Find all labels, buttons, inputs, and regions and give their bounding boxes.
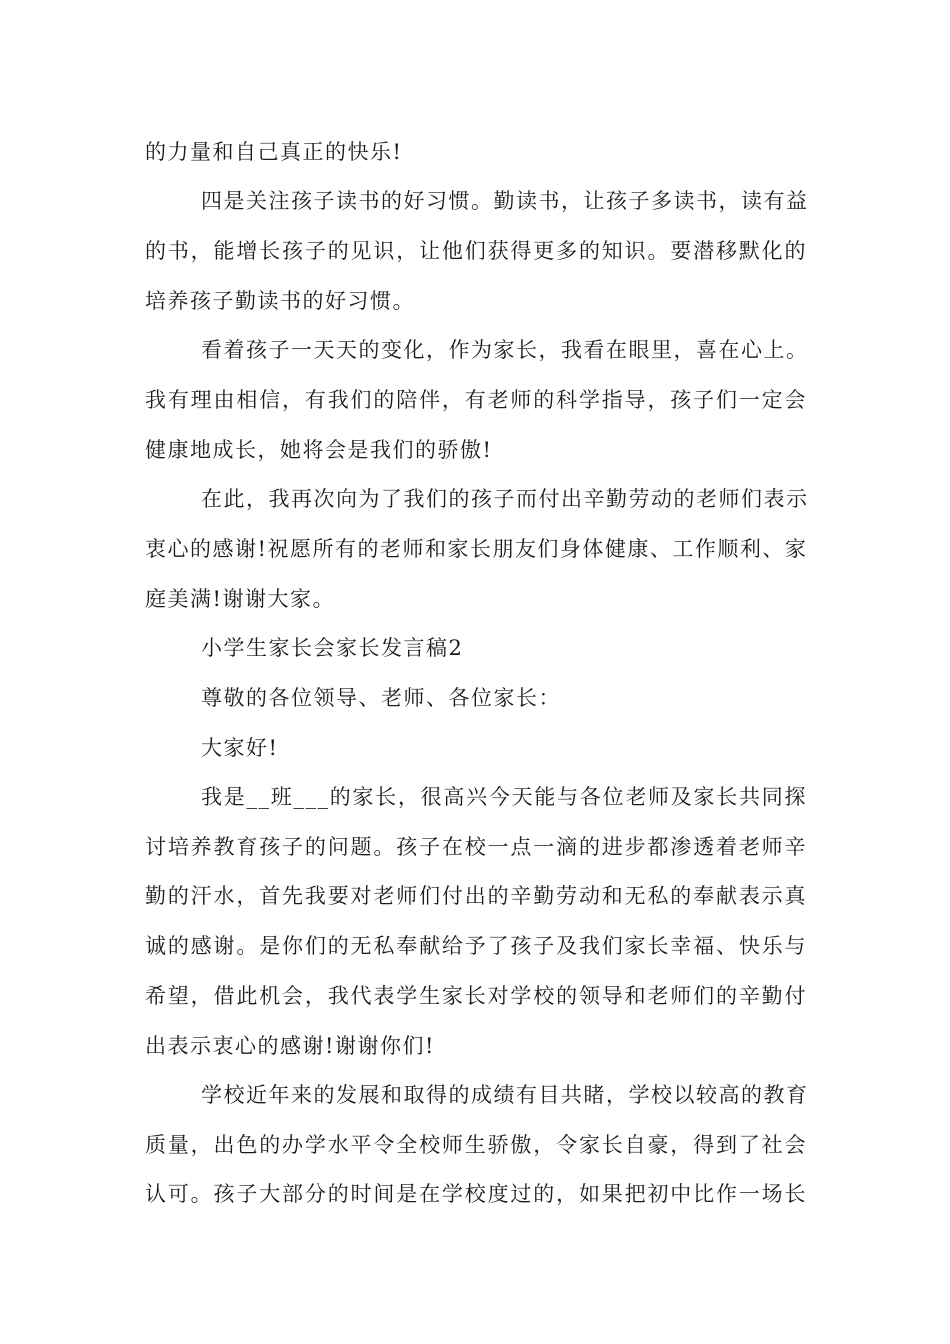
section-heading: 小学生家长会家长发言稿2 xyxy=(201,636,464,660)
text-line: 质量，出色的办学水平令全校师生骄傲，令家长自豪，得到了社会 xyxy=(145,1133,807,1157)
greeting: 大家好! xyxy=(201,736,279,760)
salutation: 尊敬的各位领导、老师、各位家长： xyxy=(201,686,561,710)
text-line: 诚的感谢。是你们的无私奉献给予了孩子及我们家长幸福、快乐与 xyxy=(145,934,807,958)
text-line: 培养孩子勤读书的好习惯。 xyxy=(145,289,415,313)
text-line: 我是__班___的家长，很高兴今天能与各位老师及家长共同探 xyxy=(201,785,807,809)
text-line: 衷心的感谢!祝愿所有的老师和家长朋友们身体健康、工作顺利、家 xyxy=(145,537,808,561)
text-line: 学校近年来的发展和取得的成绩有目共睹，学校以较高的教育 xyxy=(201,1083,809,1107)
text-line: 的力量和自己真正的快乐! xyxy=(145,140,403,164)
text-line: 在此，我再次向为了我们的孩子而付出辛勤劳动的老师们表示 xyxy=(201,487,809,511)
text-line: 希望，借此机会，我代表学生家长对学校的领导和老师们的辛勤付 xyxy=(145,984,807,1008)
text-line: 我有理由相信，有我们的陪伴，有老师的科学指导，孩子们一定会 xyxy=(145,388,807,412)
text-line: 四是关注孩子读书的好习惯。勤读书，让孩子多读书，读有益 xyxy=(201,189,809,213)
text-line: 认可。孩子大部分的时间是在学校度过的，如果把初中比作一场长 xyxy=(145,1182,807,1206)
text-line: 庭美满!谢谢大家。 xyxy=(145,587,335,611)
text-line: 勤的汗水，首先我要对老师们付出的辛勤劳动和无私的奉献表示真 xyxy=(145,884,807,908)
text-line: 的书，能增长孩子的见识，让他们获得更多的知识。要潜移默化的 xyxy=(145,239,807,263)
text-line: 出表示衷心的感谢!谢谢你们! xyxy=(145,1034,435,1058)
text-line: 讨培养教育孩子的问题。孩子在校一点一滴的进步都渗透着老师辛 xyxy=(145,835,807,859)
text-line: 健康地成长，她将会是我们的骄傲! xyxy=(145,438,493,462)
text-line: 看着孩子一天天的变化，作为家长，我看在眼里，喜在心上。 xyxy=(201,338,809,362)
